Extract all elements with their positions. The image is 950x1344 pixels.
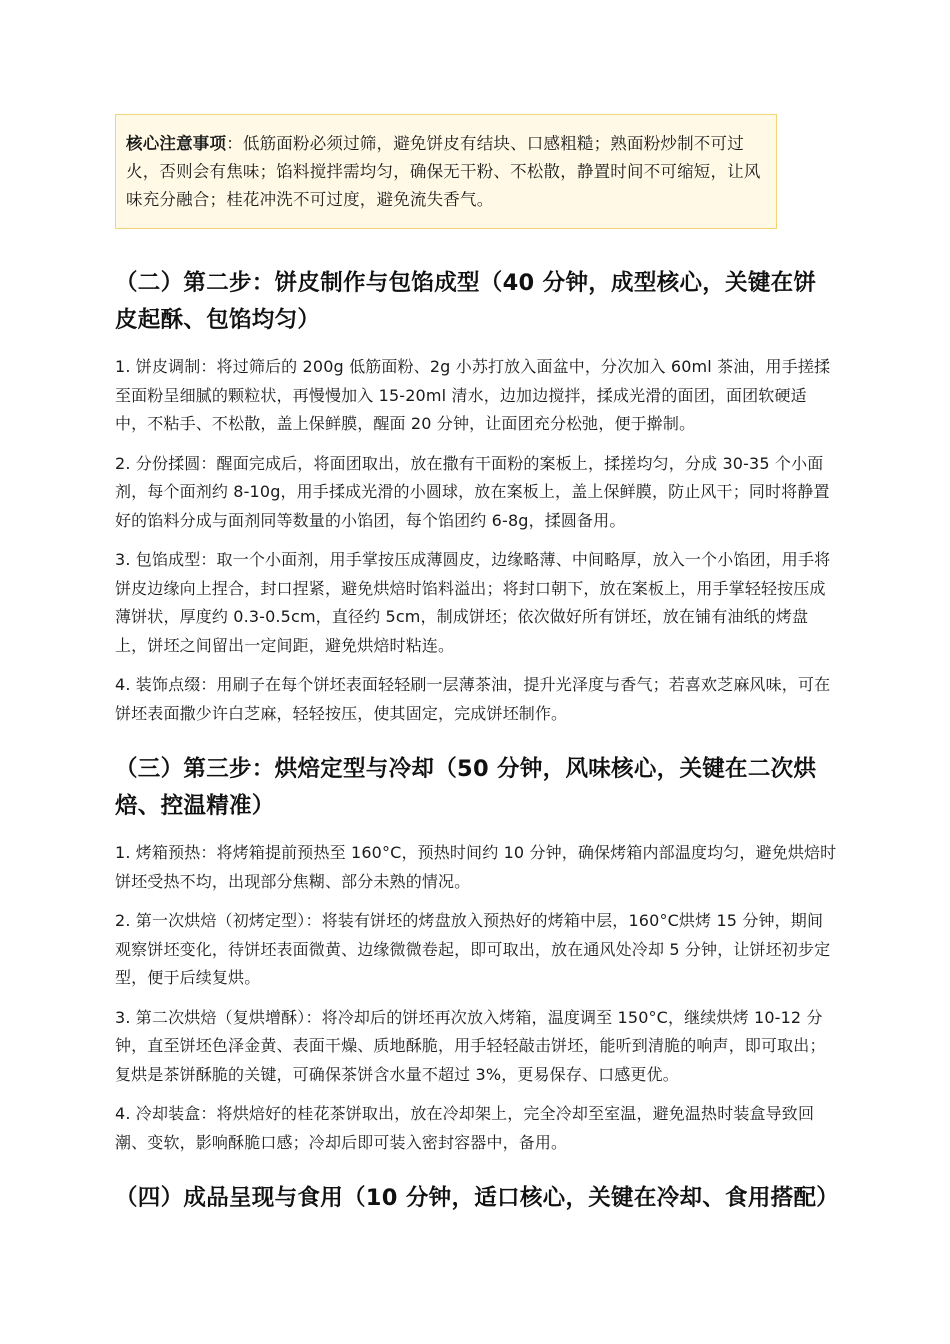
step-3-paragraph-3: 3. 第二次烘焙（复烘增酥）：将冷却后的饼坯再次放入烤箱，温度调至 150°C，继续烘烤 10-12 分钟，直至饼坯色泽金黄、表面干燥、质地酥脆，用手轻轻敲击饼坯，能听到清脆的响声，即可取出；复烘是茶饼酥脆的关键，可确保茶饼含水量不超过 3%，更易保存、口感更优。 xyxy=(115,1007,826,1084)
section-heading-step-3: （三）第三步：烘焙定型与冷却（50 分钟，风味核心，关键在二次烘焙、控温精准） xyxy=(115,756,817,819)
step-2-paragraph-2: 2. 分份揉圆：醒面完成后，将面团取出，放在撒有干面粉的案板上，揉搓均匀，分成 30-35 个小面剂，每个面剂约 8-10g，用手揉成光滑的小圆球，放在案板上，盖上保鲜膜，防止风干；同时将静置好的馅料分成与面剂同等数量的小馅团，每个馅团约 6-8g，揉圆备用。 xyxy=(115,453,830,530)
step-3-paragraph-4: 4. 冷却装盒：将烘焙好的桂花茶饼取出，放在冷却架上，完全冷却至室温，避免温热时装盒导致回潮、变软，影响酥脆口感；冷却后即可装入密封容器中，备用。 xyxy=(115,1104,815,1152)
section-heading-step-2: （二）第二步：饼皮制作与包馅成型（40 分钟，成型核心，关键在饼皮起酥、包馅均匀） xyxy=(115,270,817,333)
step-3-paragraph-2: 2. 第一次烘焙（初烤定型）：将装有饼坯的烤盘放入预热好的烤箱中层，160°C烘烤 15 分钟，期间观察饼坯变化，待饼坯表面微黄、边缘微微卷起，即可取出，放在通风处冷却 5 分钟，让饼坯初步定型，便于后续复烘。 xyxy=(115,911,831,987)
step-2-paragraph-3: 3. 包馅成型：取一个小面剂，用手掌按压成薄圆皮，边缘略薄、中间略厚，放入一个小馅团，用手将饼皮边缘向上捏合，封口捏紧，避免烘焙时馅料溢出；将封口朝下，放在案板上，用手掌轻轻按压成薄饼状，厚度约 0.3-0.5cm，直径约 5cm，制成饼坯；依次做好所有饼坯，放在铺有油纸的烤盘上，饼坯之间留出一定间距，避免烘焙时粘连。 xyxy=(115,550,831,655)
key-notes-box xyxy=(115,114,777,229)
step-3-paragraph-1: 1. 烤箱预热：将烤箱提前预热至 160°C，预热时间约 10 分钟，确保烤箱内部温度均匀，避免烘焙时饼坯受热不均，出现部分焦糊、部分未熟的情况。 xyxy=(115,843,837,891)
spacer xyxy=(115,739,839,751)
key-notes-text: ：低筋面粉必须过筛，避免饼皮有结块、口感粗糙；熟面粉炒制不可过火，否则会有焦味；馅料搅拌需均匀，确保无干粉、不松散，静置时间不可缩短，让风味充分融合；桂花冲洗不可过度，避免流失香气。 xyxy=(126,134,761,209)
step-2-paragraph-4: 4. 装饰点缀：用刷子在每个饼坯表面轻轻刷一层薄茶油，提升光泽度与香气；若喜欢芝麻风味，可在饼坯表面撒少许白芝麻，轻轻按压，使其固定，完成饼坯制作。 xyxy=(115,675,831,723)
section-heading-step-4: （四）成品呈现与食用（10 分钟，适口核心，关键在冷却、食用搭配） xyxy=(115,1185,840,1211)
step-2-paragraph-1: 1. 饼皮调制：将过筛后的 200g 低筋面粉、2g 小苏打放入面盆中，分次加入 60ml 茶油，用手搓揉至面粉呈细腻的颗粒状，再慢慢加入 15-20ml 清水，边加边搅拌，揉成光滑的面团，面团软硬适中，不粘手、不松散，盖上保鲜膜，醒面 20 分钟，让面团充分松弛，便于擀制。 xyxy=(115,357,831,433)
spacer xyxy=(115,1168,839,1180)
key-notes-label: 核心注意事项 xyxy=(126,134,227,153)
document-page xyxy=(115,114,839,1231)
